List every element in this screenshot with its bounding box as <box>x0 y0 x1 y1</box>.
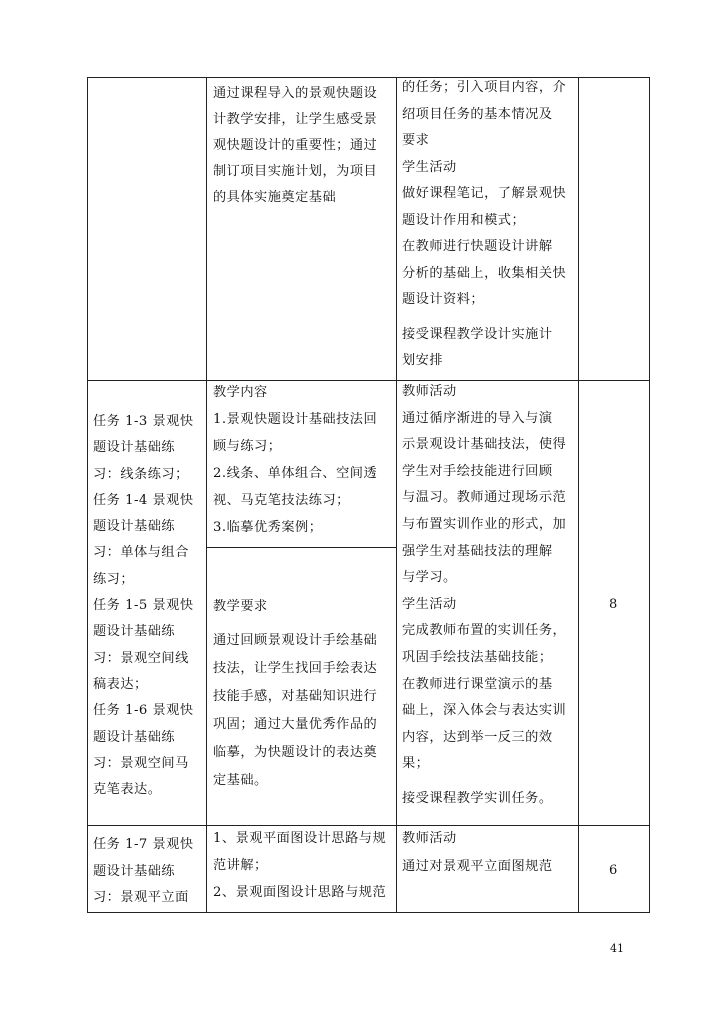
text-line: 做好课程笔记，了解景观快 <box>402 186 567 201</box>
text-line: 顾与练习； <box>213 439 282 454</box>
text-line: 要求 <box>402 133 430 148</box>
text-line: 定基础。 <box>213 773 268 788</box>
text-line: 接受课程教学实训任务。 <box>402 790 553 806</box>
section-heading: 教学内容 <box>213 385 268 400</box>
row1-activity-cell <box>402 75 566 375</box>
task-line: 题设计基础练 <box>93 729 176 745</box>
text-line: 巩固手绘技法基础技能； <box>402 649 553 665</box>
text-line: 分析的基础上，收集相关快 <box>402 265 567 281</box>
row3-activity-cell <box>402 825 553 881</box>
task-line: 任务 1-6 景观快 <box>93 703 194 719</box>
text-line: 范讲解； <box>213 858 268 873</box>
task-line: 任务 1-7 景观快 <box>93 837 194 852</box>
section-heading: 教学要求 <box>213 599 268 614</box>
text-line: 学生对手绘技能进行回顾 <box>402 463 553 479</box>
text-line: 2.线条、单体组合、空间透 <box>213 466 378 481</box>
task-line: 习：景观空间马 <box>93 755 189 771</box>
page-number: 41 <box>610 942 624 955</box>
text-line: 制订项目实施计划，为项目 <box>213 164 378 179</box>
row2-activity-cell <box>402 379 566 813</box>
task-line: 任务 1-3 景观快 <box>93 414 194 429</box>
text-line: 技法，让学生找回手绘表达 <box>213 661 378 676</box>
text-line: 绍项目任务的基本情况及 <box>402 106 553 122</box>
section-heading: 学生活动 <box>402 596 457 612</box>
task-line: 习：线条练习； <box>93 466 189 482</box>
row3-content-cell <box>213 825 386 906</box>
text-line: 技能手感，对基础知识进行 <box>213 689 378 704</box>
text-line: 在教师进行课堂演示的基 <box>402 676 553 692</box>
task-line: 题设计基础练 <box>93 624 176 640</box>
task-line: 题设计基础练 <box>93 440 176 456</box>
row3-hours: 6 <box>609 863 618 878</box>
task-line: 稿表达； <box>93 676 148 692</box>
task-line: 克笔表达。 <box>93 782 162 798</box>
row2-content-bottom-cell <box>213 593 377 795</box>
table-border-bottom <box>87 912 650 913</box>
col-line-left <box>87 77 88 913</box>
task-line: 题设计基础练 <box>93 519 176 535</box>
text-line: 果； <box>402 756 430 772</box>
text-line: 在教师进行快题设计讲解 <box>402 239 553 254</box>
col-line-4 <box>578 77 579 913</box>
task-line: 习：单体与组合 <box>93 545 189 561</box>
task-line: 习：景观平立面 <box>93 890 189 905</box>
text-line: 题设计作用和模式； <box>402 212 526 228</box>
col-line-right <box>649 77 650 913</box>
text-line: 题设计资料； <box>402 292 485 307</box>
text-line: 与学习。 <box>402 570 457 586</box>
text-line: 学生活动 <box>402 159 457 175</box>
text-line: 的具体实施奠定基础 <box>213 190 337 205</box>
text-line: 接受课程教学设计实施计 <box>402 326 553 342</box>
col-line-3 <box>396 77 397 913</box>
text-line: 完成教师布置的实训任务， <box>402 623 567 639</box>
text-line: 与温习。教师通过现场示范 <box>402 490 567 506</box>
row3-task-cell <box>93 832 194 912</box>
section-heading: 教师活动 <box>402 384 457 399</box>
task-line: 任务 1-5 景观快 <box>93 598 194 614</box>
text-line: 础上，深入体会与表达实训 <box>402 703 567 719</box>
task-line: 任务 1-4 景观快 <box>93 492 194 508</box>
row2-task-cell <box>93 409 194 803</box>
text-line: 内容，达到举一反三的效 <box>402 729 553 745</box>
text-line: 2、景观面图设计思路与规范 <box>213 885 387 900</box>
text-line: 强学生对基础技法的理解 <box>402 543 553 559</box>
content-inner-divider <box>206 547 396 548</box>
text-line: 视、马克笔技法练习； <box>213 493 350 508</box>
row2-hours: 8 <box>609 597 618 612</box>
section-heading: 教师活动 <box>402 831 457 846</box>
text-line: 示景观设计基础技法，使得 <box>402 437 567 453</box>
text-line: 计教学安排，让学生感受景 <box>213 112 378 127</box>
text-line: 与布置实训作业的形式，加 <box>402 516 567 532</box>
task-line: 练习； <box>93 571 135 587</box>
text-line: 通过回顾景观设计手绘基础 <box>213 633 378 648</box>
text-line: 1、景观平面图设计思路与规 <box>213 831 387 846</box>
text-line: 划安排 <box>402 353 444 368</box>
text-line: 1.景观快题设计基础技法回 <box>213 412 378 427</box>
task-line: 题设计基础练 <box>93 863 176 879</box>
text-line: 临摹，为快题设计的表达奠 <box>213 745 378 760</box>
text-line: 通过课程导入的景观快题设 <box>213 86 378 101</box>
text-line: 通过循序渐进的导入与演 <box>402 410 553 426</box>
task-line: 习：景观空间线 <box>93 650 189 666</box>
text-line: 观快题设计的重要性；通过 <box>213 138 378 153</box>
row2-content-top-cell <box>213 379 377 541</box>
text-line: 3.临摹优秀案例； <box>213 520 323 535</box>
text-line: 的任务；引入项目内容，介 <box>402 80 567 95</box>
text-line: 巩固；通过大量优秀作品的 <box>213 717 378 732</box>
col-line-2 <box>206 77 207 913</box>
row1-content-cell <box>213 81 377 211</box>
text-line: 通过对景观平立面图规范 <box>402 859 553 874</box>
